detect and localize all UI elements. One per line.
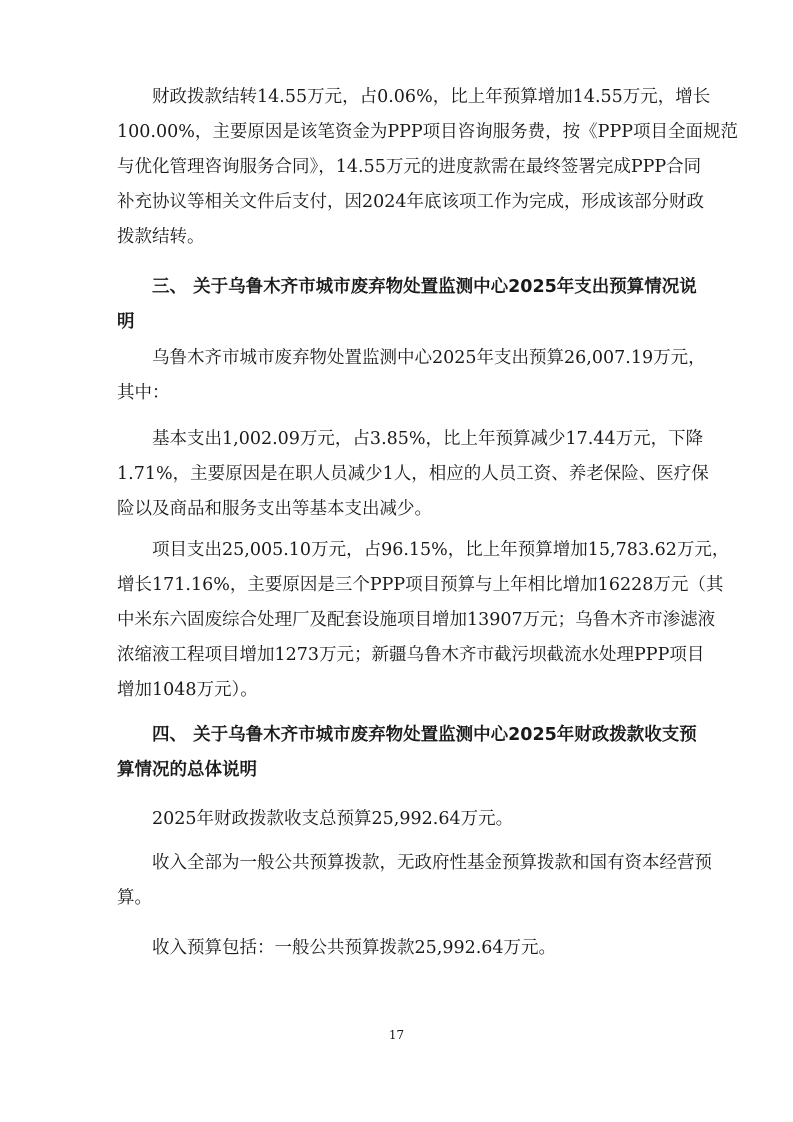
paragraph-finance-carryover <box>117 80 739 255</box>
text-line: 财政拨款结转14.55万元，占0.06%，比上年预算增加14.55万元，增长 <box>117 87 711 107</box>
text-line: 项目支出25,005.10万元，占96.15%，比上年预算增加15,783.62万元， <box>117 540 730 560</box>
paragraph-project-expenditure <box>117 533 730 708</box>
text-line: 补充协议等相关文件后支付，因2024年底该项工作为完成，形成该部分财政 <box>117 192 705 212</box>
paragraph-expenditure-total <box>117 341 710 411</box>
text-line: 基本支出1,002.09万元，占3.85%，比上年预算减少17.44万元，下降 <box>117 429 704 449</box>
text-line: 其中： <box>117 383 170 403</box>
text-line: 1.71%，主要原因是在职人员减少1人，相应的人员工资、养老保险、医疗保 <box>117 464 709 484</box>
paragraph-income-composition <box>117 846 710 916</box>
text-line: 险以及商品和服务支出等基本支出减少。 <box>117 499 432 519</box>
heading-line: 四、 关于乌鲁木齐市城市废弃物处置监测中心2025年财政拨款收支预 <box>117 725 697 745</box>
text-line: 100.00%，主要原因是该笔资金为PPP项目咨询服务费，按《PPP项目全面规范 <box>117 122 739 142</box>
text-line: 乌鲁木齐市城市废弃物处置监测中心2025年支出预算26,007.19万元， <box>117 348 706 368</box>
paragraph-budget-total <box>117 802 710 837</box>
text-line: 浓缩液工程项目增加1273万元；新疆乌鲁木齐市截污坝截流水处理PPP项目 <box>117 645 705 665</box>
text-line: 算。 <box>117 888 152 908</box>
page-number: 17 <box>388 1028 405 1042</box>
heading-line: 明 <box>117 312 135 332</box>
text-line: 收入预算包括：一般公共预算拨款25,992.64万元。 <box>117 938 557 958</box>
text-line: 2025年财政拨款收支总预算25,992.64万元。 <box>117 809 514 829</box>
heading-line: 三、 关于乌鲁木齐市城市废弃物处置监测中心2025年支出预算情况说 <box>117 277 697 297</box>
text-line: 与优化管理咨询服务合同》，14.55万元的进度款需在最终签署完成PPP合同 <box>117 157 702 177</box>
section-heading-3 <box>117 270 710 340</box>
paragraph-income-budget <box>117 931 710 966</box>
paragraph-basic-expenditure <box>117 422 710 527</box>
section-heading-4 <box>117 718 710 788</box>
text-line: 增长171.16%，主要原因是三个PPP项目预算与上年相比增加16228万元（其 <box>117 575 724 595</box>
text-line: 拨款结转。 <box>117 227 205 247</box>
text-line: 增加1048万元）。 <box>117 680 258 700</box>
heading-line: 算情况的总体说明 <box>117 760 257 780</box>
text-line: 中米东六固废综合处理厂及配套设施项目增加13907万元；乌鲁木齐市渗滤液 <box>117 610 716 630</box>
text-line: 收入全部为一般公共预算拨款，无政府性基金预算拨款和国有资本经营预 <box>117 853 712 873</box>
